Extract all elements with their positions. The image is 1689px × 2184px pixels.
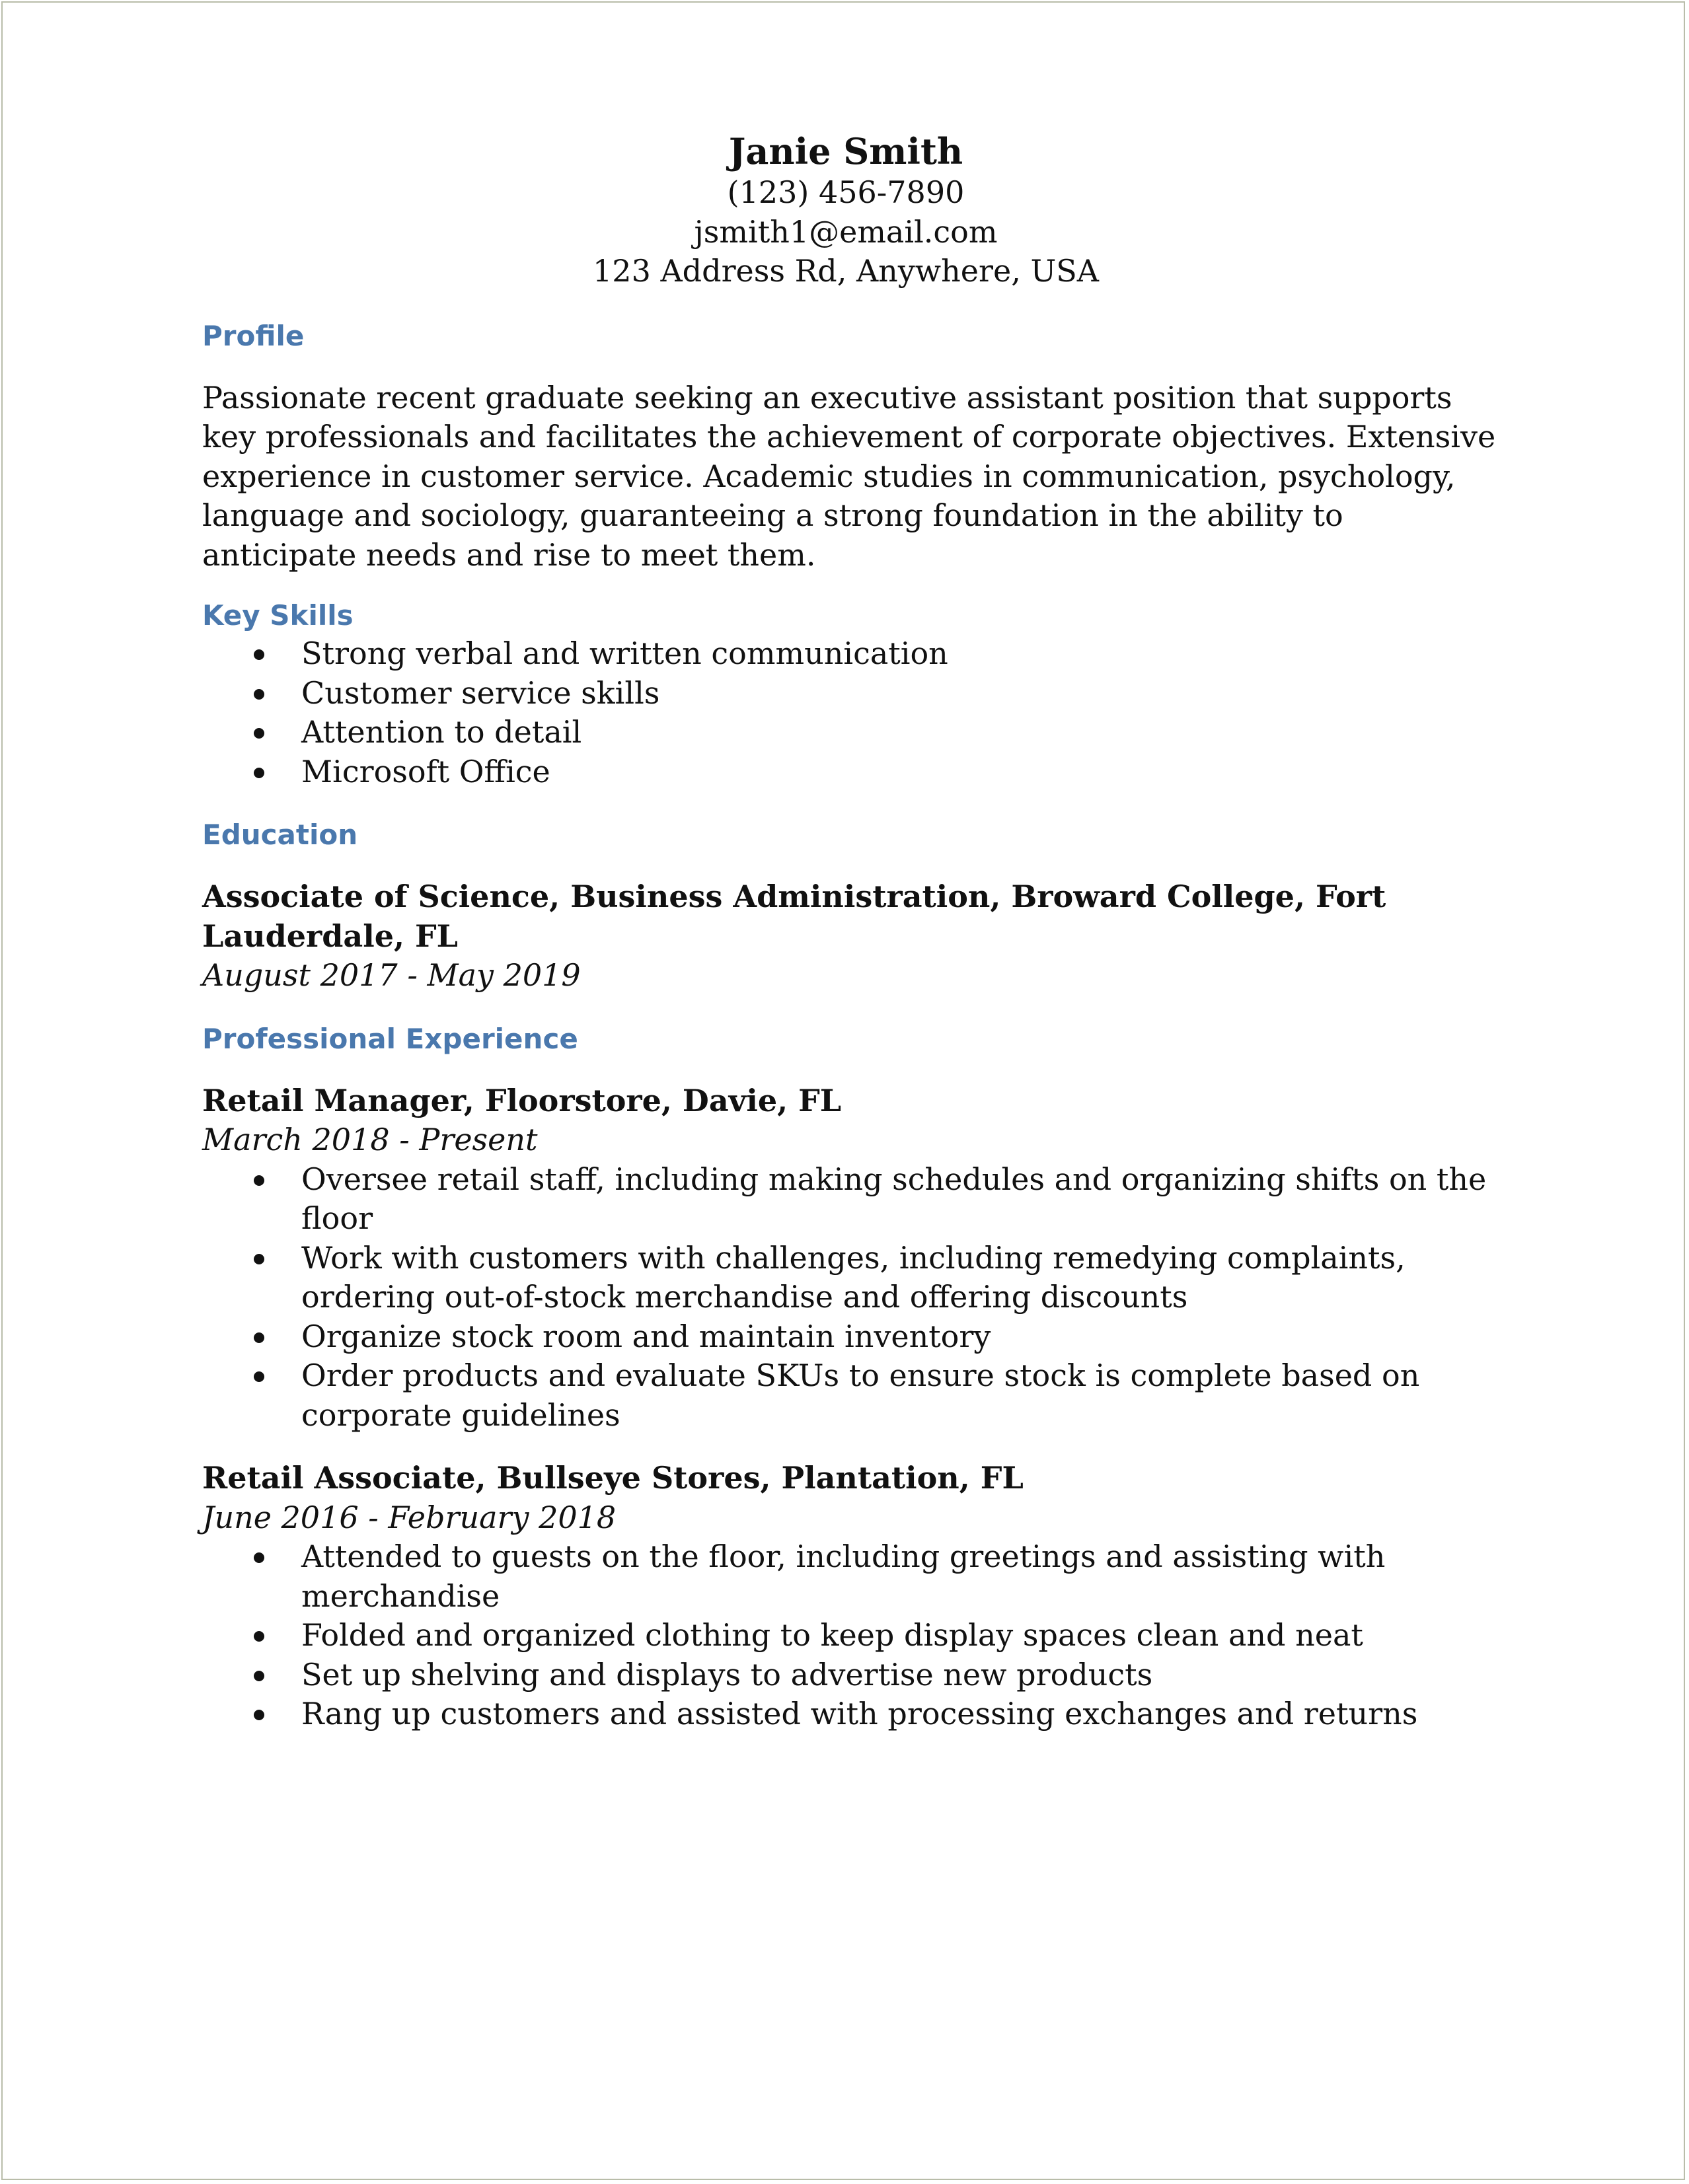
duty-item [202, 1694, 1497, 1734]
job-dates: June 2016 - February 2018 [202, 1499, 617, 1535]
key-skills-list [202, 634, 1497, 791]
skill-text: Strong verbal and written communication [301, 636, 948, 671]
bullet-icon [254, 1552, 264, 1563]
job-title-line: Retail Associate, Bullseye Stores, Plantation, FL [202, 1460, 1024, 1496]
education-dates: August 2017 - May 2019 [202, 957, 581, 993]
job-title-line: Retail Manager, Floorstore, Davie, FL [202, 1082, 842, 1118]
bullet-icon [254, 1254, 264, 1264]
job-dates: March 2018 - Present [202, 1122, 538, 1157]
bullet-icon [254, 689, 264, 700]
skill-text: Customer service skills [301, 674, 660, 711]
duty-item [202, 1160, 1497, 1239]
duty-text: Attended to guests on the floor, including greetings and assisting with merchandise [301, 1539, 1386, 1614]
bullet-icon [254, 649, 264, 660]
bullet-icon [254, 1671, 264, 1681]
bullet-icon [254, 1332, 264, 1343]
skill-item [202, 713, 1497, 752]
duty-text: Organize stock room and maintain inventory [301, 1318, 991, 1354]
duty-text: Work with customers with challenges, including remedying complaints, ordering out-of-stock merchandise and offering discounts [301, 1239, 1406, 1315]
bullet-icon [254, 1371, 264, 1382]
candidate-name: Janie Smith [728, 130, 963, 172]
profile-summary: Passionate recent graduate seeking an executive assistant position that supports key professionals and facilitates the achievement of corporate objectives. Extensive experience in customer service. Academic studies in communication, psychology, language and sociology, guaranteeing a strong foundation in the ability to anticipate needs and rise to meet them. [202, 379, 1496, 573]
bullet-icon [254, 728, 264, 739]
duty-text: Oversee retail staff, including making schedules and organizing shifts on the floor [301, 1161, 1487, 1236]
duty-item [202, 1537, 1497, 1616]
profile-heading: Profile [202, 319, 305, 352]
job-duties-list [202, 1160, 1497, 1436]
resume-header [202, 129, 1489, 291]
key-skills-heading: Key Skills [202, 599, 354, 632]
skill-text: Attention to detail [301, 714, 582, 750]
duty-text: Order products and evaluate SKUs to ensure stock is complete based on corporate guidelines [301, 1358, 1420, 1433]
duty-item [202, 1656, 1497, 1695]
resume-content [202, 129, 1497, 1734]
job-duties-list [202, 1537, 1497, 1734]
duty-text: Rang up customers and assisted with processing exchanges and returns [301, 1696, 1418, 1731]
degree-line: Associate of Science, Business Administration, Broward College, Fort Lauderdale, FL [202, 879, 1386, 954]
bullet-icon [254, 1631, 264, 1642]
bullet-icon [254, 1175, 264, 1186]
street-address: 123 Address Rd, Anywhere, USA [593, 253, 1099, 289]
skill-item [202, 674, 1497, 713]
skill-text: Microsoft Office [301, 753, 550, 789]
resume-page [1, 1, 1685, 2180]
skill-item [202, 634, 1497, 674]
skill-item [202, 752, 1497, 792]
duty-item [202, 1616, 1497, 1656]
experience-heading: Professional Experience [202, 1022, 578, 1055]
phone-number: (123) 456-7890 [727, 174, 965, 210]
duty-item [202, 1317, 1497, 1357]
bullet-icon [254, 768, 264, 778]
duty-text: Set up shelving and displays to advertise new products [301, 1656, 1153, 1693]
email-address: jsmith1@email.com [694, 213, 998, 250]
duty-item [202, 1356, 1497, 1435]
duty-text: Folded and organized clothing to keep display spaces clean and neat [301, 1617, 1363, 1653]
education-heading: Education [202, 819, 358, 851]
bullet-icon [254, 1710, 264, 1720]
duty-item [202, 1239, 1497, 1317]
